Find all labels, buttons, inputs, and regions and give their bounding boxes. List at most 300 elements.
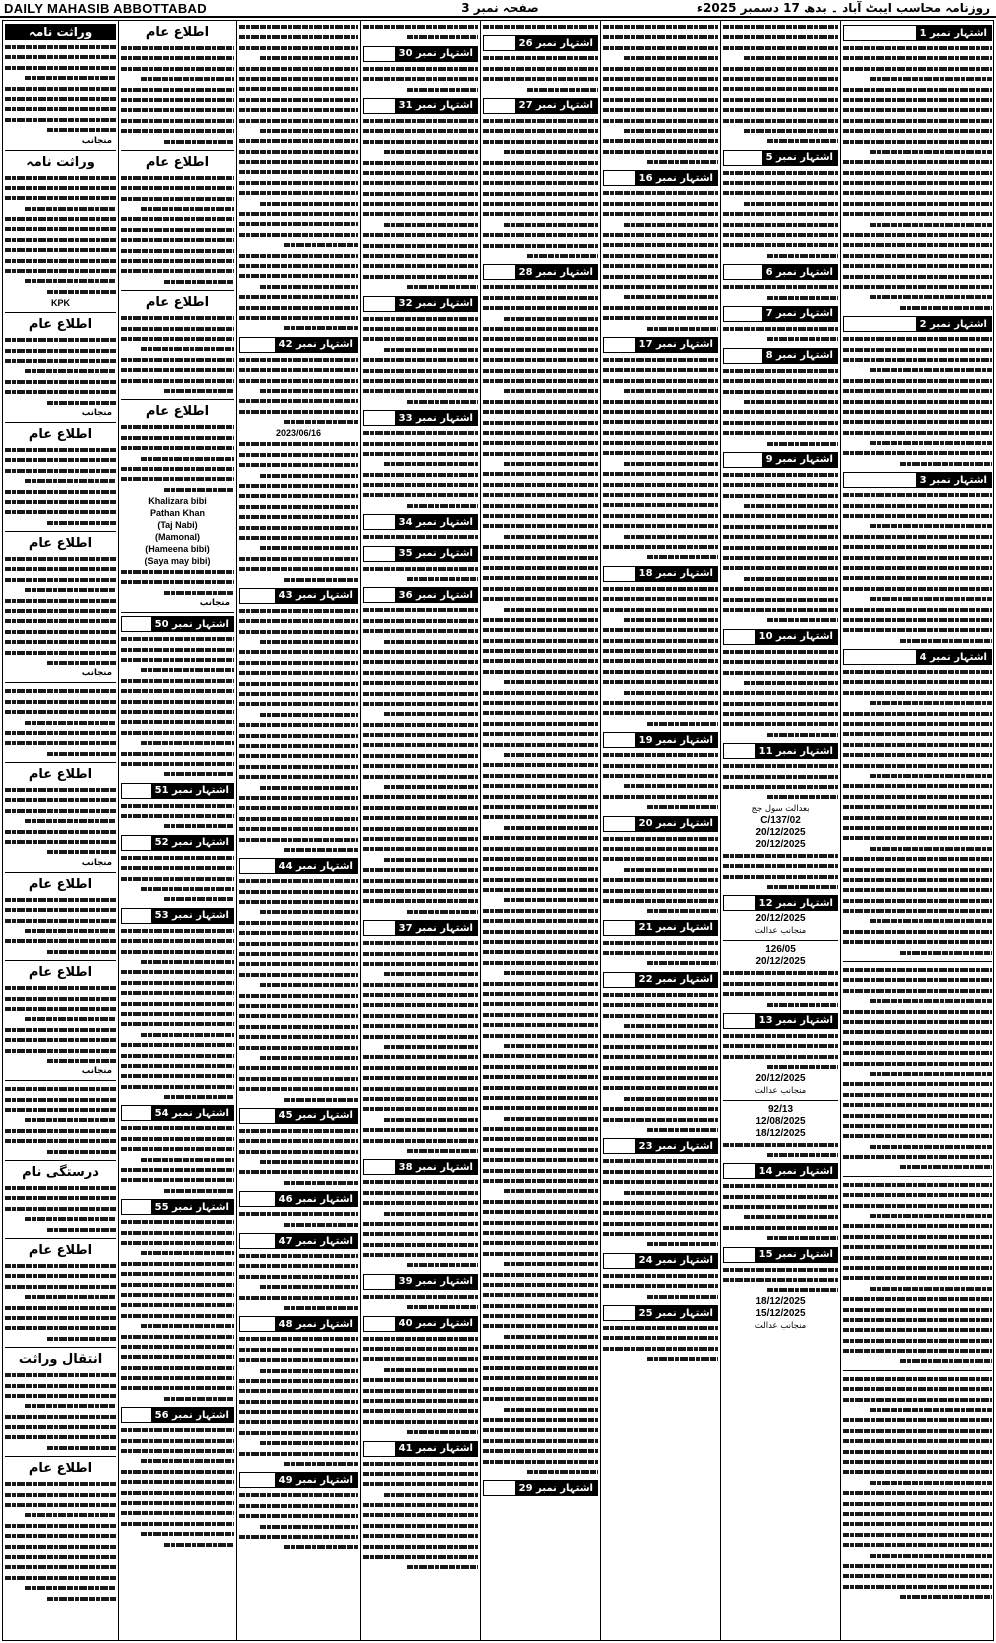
notice-text xyxy=(723,168,838,262)
column-8 xyxy=(840,20,994,1641)
text-line xyxy=(363,22,478,32)
text-line xyxy=(5,847,116,857)
notice-text xyxy=(483,116,598,261)
notice-text xyxy=(603,355,718,563)
heir-name: (Hameena bibi) xyxy=(145,544,210,555)
text-line xyxy=(239,188,358,198)
text-line xyxy=(239,959,358,969)
text-line xyxy=(843,1356,992,1366)
text-line xyxy=(5,287,116,297)
text-line xyxy=(483,854,598,864)
text-line xyxy=(363,230,478,240)
text-line xyxy=(239,689,358,699)
text-line xyxy=(483,1218,598,1228)
signature: منجانب xyxy=(81,135,112,146)
text-line xyxy=(121,1092,234,1102)
text-line xyxy=(363,1000,478,1010)
notice-tag: اشتہار نمبر 2 xyxy=(843,316,992,332)
text-line xyxy=(121,588,234,598)
text-line xyxy=(483,656,598,666)
text-line xyxy=(483,428,598,438)
text-line xyxy=(603,990,718,1000)
text-line xyxy=(843,490,992,500)
text-line xyxy=(239,991,358,1001)
text-line xyxy=(723,470,838,480)
notice-text xyxy=(603,188,718,333)
notice-tag: اشتہار نمبر 18 xyxy=(603,566,718,582)
text-line xyxy=(723,1150,838,1160)
text-line xyxy=(121,1144,234,1154)
text-line xyxy=(121,95,234,105)
text-line xyxy=(121,1383,234,1393)
text-line xyxy=(843,636,992,646)
text-line xyxy=(843,771,992,781)
notice-tag: اشتہار نمبر 39 xyxy=(363,1274,478,1290)
text-line xyxy=(723,220,838,230)
text-line xyxy=(843,1499,992,1509)
notice-text xyxy=(723,470,838,626)
text-line xyxy=(363,740,478,750)
text-line xyxy=(603,667,718,677)
text-line xyxy=(5,1521,116,1531)
text-line xyxy=(843,1540,992,1550)
text-line xyxy=(603,261,718,271)
text-line xyxy=(843,761,992,771)
text-line xyxy=(723,84,838,94)
column-4 xyxy=(360,20,480,1641)
text-line xyxy=(603,126,718,136)
text-line xyxy=(121,1477,234,1487)
text-line xyxy=(603,448,718,458)
text-line xyxy=(483,999,598,1009)
text-line xyxy=(5,837,116,847)
text-line xyxy=(723,979,838,989)
text-line xyxy=(363,1552,478,1562)
text-line xyxy=(5,183,116,193)
text-line xyxy=(363,949,478,959)
hearing-date: 18/12/2025 xyxy=(755,1295,806,1307)
text-line xyxy=(239,1272,358,1282)
text-line xyxy=(483,625,598,635)
text-line xyxy=(483,1062,598,1072)
text-line xyxy=(363,1302,478,1312)
text-line xyxy=(843,1273,992,1283)
text-line xyxy=(239,136,358,146)
text-line xyxy=(121,567,234,577)
notice-text xyxy=(363,1177,478,1271)
text-line xyxy=(363,772,478,782)
text-line xyxy=(5,749,116,759)
text-line xyxy=(363,1042,478,1052)
notice-tag: اشتہار نمبر 3 xyxy=(843,472,992,488)
hearing-date: 18/12/2025 xyxy=(755,1127,806,1139)
text-line xyxy=(363,689,478,699)
text-line xyxy=(121,137,234,147)
text-line xyxy=(723,397,838,407)
text-line xyxy=(363,1250,478,1260)
newspaper-title: DAILY MAHASIB ABBOTTABAD xyxy=(4,1,207,16)
text-line xyxy=(723,1265,838,1275)
text-line xyxy=(5,1432,116,1442)
text-line xyxy=(239,303,358,313)
text-line xyxy=(239,1522,358,1532)
text-line xyxy=(843,532,992,542)
text-line xyxy=(603,511,718,521)
text-line xyxy=(363,803,478,813)
text-line xyxy=(5,658,116,668)
text-line xyxy=(363,813,478,823)
text-line xyxy=(121,728,234,738)
text-line xyxy=(603,1208,718,1218)
text-line xyxy=(483,532,598,542)
notice-tag: اشتہار نمبر 36 xyxy=(363,587,478,603)
heir-name: Pathan Khan xyxy=(149,508,205,519)
text-line xyxy=(723,1212,838,1222)
text-line xyxy=(239,845,358,855)
text-line xyxy=(5,276,116,286)
text-line xyxy=(5,94,116,104)
text-line xyxy=(121,74,234,84)
notice-text xyxy=(5,335,116,408)
text-line xyxy=(239,167,358,177)
text-line xyxy=(239,575,358,585)
text-line xyxy=(603,199,718,209)
text-line xyxy=(121,324,234,334)
text-line xyxy=(239,762,358,772)
text-line xyxy=(363,886,478,896)
text-line xyxy=(121,1040,234,1050)
text-line xyxy=(239,126,358,136)
notice-text xyxy=(723,282,838,303)
notice-tag: اشتہار نمبر 22 xyxy=(603,972,718,988)
text-line xyxy=(5,1136,116,1146)
text-line xyxy=(843,1142,992,1152)
notice-text xyxy=(603,938,718,969)
section-heading: اطلاع عام xyxy=(145,154,210,170)
text-line xyxy=(483,1249,598,1259)
region-label: KPK xyxy=(50,298,70,309)
text-line xyxy=(363,865,478,875)
text-line xyxy=(121,1134,234,1144)
text-line xyxy=(843,1121,992,1131)
text-line xyxy=(723,511,838,521)
text-line xyxy=(843,1221,992,1231)
text-line xyxy=(483,334,598,344)
notice-text xyxy=(121,173,234,287)
text-line xyxy=(723,615,838,625)
text-line xyxy=(363,1219,478,1229)
text-line xyxy=(239,1147,358,1157)
text-line xyxy=(843,428,992,438)
text-line xyxy=(363,1115,478,1125)
notice-text xyxy=(121,926,234,1103)
notice-tag: اشتہار نمبر 48 xyxy=(239,1316,358,1332)
text-line xyxy=(483,688,598,698)
text-line xyxy=(603,1083,718,1093)
text-line xyxy=(239,783,358,793)
text-line xyxy=(363,147,478,157)
text-line xyxy=(5,1479,116,1489)
notice-tag: اشتہار نمبر 56 xyxy=(121,1407,234,1423)
text-line xyxy=(5,816,116,826)
text-line xyxy=(363,272,478,282)
text-line xyxy=(603,53,718,63)
text-line xyxy=(483,958,598,968)
text-line xyxy=(483,1093,598,1103)
notice-tag: اشتہار نمبر 27 xyxy=(483,98,598,114)
text-line xyxy=(723,199,838,209)
text-line xyxy=(121,811,234,821)
text-line xyxy=(239,1459,358,1469)
notice-text xyxy=(723,1031,838,1073)
text-line xyxy=(5,1261,116,1271)
text-line xyxy=(121,64,234,74)
text-line xyxy=(121,884,234,894)
section-heading: اطلاع عام xyxy=(28,1242,93,1258)
text-line xyxy=(121,1155,234,1165)
text-line xyxy=(5,1046,116,1056)
text-line xyxy=(363,1542,478,1552)
text-line xyxy=(5,554,116,564)
text-line xyxy=(723,968,838,978)
text-line xyxy=(603,625,718,635)
text-line xyxy=(5,1214,116,1224)
text-line xyxy=(239,32,358,42)
text-line xyxy=(603,1031,718,1041)
text-line xyxy=(483,1467,598,1477)
text-line xyxy=(843,240,992,250)
text-line xyxy=(843,1582,992,1592)
text-line xyxy=(723,688,838,698)
text-line xyxy=(723,1062,838,1072)
text-line xyxy=(239,533,358,543)
text-line xyxy=(239,1449,358,1459)
text-line xyxy=(239,53,358,63)
text-line xyxy=(843,386,992,396)
text-line xyxy=(5,627,116,637)
text-line xyxy=(239,939,358,949)
text-line xyxy=(603,1156,718,1166)
text-line xyxy=(121,978,234,988)
text-line xyxy=(363,1510,478,1520)
text-line xyxy=(121,697,234,707)
notice-text xyxy=(239,439,358,584)
text-line xyxy=(5,377,116,387)
text-line xyxy=(5,728,116,738)
text-line xyxy=(121,853,234,863)
text-line xyxy=(363,314,478,324)
text-line xyxy=(843,885,992,895)
text-line xyxy=(239,386,358,396)
text-line xyxy=(483,1051,598,1061)
text-line xyxy=(723,22,838,32)
text-line xyxy=(239,240,358,250)
notice-text xyxy=(5,1479,116,1604)
text-line xyxy=(5,193,116,203)
text-line xyxy=(723,168,838,178)
hearing-date: 20/12/2025 xyxy=(755,913,806,925)
text-line xyxy=(603,750,718,760)
text-line xyxy=(239,1293,358,1303)
notice-tag: اشتہار نمبر 6 xyxy=(723,264,838,280)
text-line xyxy=(483,1332,598,1342)
notice-tag: اشتہار نمبر 37 xyxy=(363,920,478,936)
text-line xyxy=(121,1373,234,1383)
text-line xyxy=(603,469,718,479)
text-line xyxy=(843,116,992,126)
text-line xyxy=(483,708,598,718)
text-line xyxy=(239,699,358,709)
text-line xyxy=(843,43,992,53)
text-line xyxy=(5,936,116,946)
text-line xyxy=(483,812,598,822)
text-line xyxy=(239,491,358,501)
text-line xyxy=(239,980,358,990)
notice-text xyxy=(363,1334,478,1438)
text-line xyxy=(121,645,234,655)
text-line xyxy=(843,74,992,84)
text-line xyxy=(723,553,838,563)
text-line xyxy=(483,230,598,240)
text-line xyxy=(483,303,598,313)
section-heading: اطلاع عام xyxy=(145,404,210,420)
text-line xyxy=(483,251,598,261)
text-line xyxy=(5,1381,116,1391)
notice-text xyxy=(363,428,478,511)
text-line xyxy=(603,459,718,469)
text-line xyxy=(121,738,234,748)
notice-text xyxy=(723,851,838,893)
text-line xyxy=(363,1104,478,1114)
text-line xyxy=(843,948,992,958)
notice-text xyxy=(121,567,234,598)
text-line xyxy=(239,897,358,907)
text-line xyxy=(239,1366,358,1376)
text-line xyxy=(121,1217,234,1227)
text-line xyxy=(239,512,358,522)
text-line xyxy=(483,209,598,219)
text-line xyxy=(723,334,838,344)
text-line xyxy=(603,594,718,604)
text-line xyxy=(239,1438,358,1448)
text-line xyxy=(239,219,358,229)
text-line xyxy=(723,439,838,449)
text-line xyxy=(603,1333,718,1343)
text-line xyxy=(5,1115,116,1125)
text-line xyxy=(843,251,992,261)
text-line xyxy=(483,1145,598,1155)
text-line xyxy=(239,230,358,240)
text-line xyxy=(603,1323,718,1333)
text-line xyxy=(483,459,598,469)
text-line xyxy=(5,204,116,214)
text-line xyxy=(723,178,838,188)
text-line xyxy=(239,481,358,491)
text-line xyxy=(121,474,234,484)
text-line xyxy=(239,1428,358,1438)
text-line xyxy=(843,1253,992,1263)
notice-text xyxy=(603,834,718,917)
text-line xyxy=(483,1083,598,1093)
text-line xyxy=(483,947,598,957)
court-notice: بعدالت سول جج 137/02/C 20/12/2025 20/12/2025 xyxy=(723,803,838,851)
text-line xyxy=(843,865,992,875)
text-line xyxy=(603,303,718,313)
text-line xyxy=(483,542,598,552)
text-line xyxy=(483,1155,598,1165)
section-heading: اطلاع عام xyxy=(28,426,93,442)
text-line xyxy=(239,439,358,449)
notice-text xyxy=(843,965,992,1173)
notice-text xyxy=(239,1334,358,1469)
text-line xyxy=(5,795,116,805)
text-line xyxy=(483,1238,598,1248)
text-line xyxy=(603,1000,718,1010)
text-line xyxy=(121,313,234,323)
text-line xyxy=(121,355,234,365)
text-line xyxy=(843,667,992,677)
text-line xyxy=(121,1456,234,1466)
text-line xyxy=(843,137,992,147)
text-line xyxy=(239,64,358,74)
text-line xyxy=(483,1373,598,1383)
notice-text xyxy=(363,1459,478,1573)
text-line xyxy=(483,1425,598,1435)
text-line xyxy=(483,750,598,760)
case-number: 92/13 xyxy=(767,1103,794,1115)
text-line xyxy=(5,235,116,245)
text-line xyxy=(603,865,718,875)
text-line xyxy=(723,64,838,74)
text-line xyxy=(483,1124,598,1134)
text-line xyxy=(363,178,478,188)
text-line xyxy=(121,1529,234,1539)
text-line xyxy=(239,251,358,261)
text-line xyxy=(5,1225,116,1235)
text-line xyxy=(121,1540,234,1550)
text-line xyxy=(239,616,358,626)
text-line xyxy=(121,634,234,644)
notice-tag: اشتہار نمبر 5 xyxy=(723,150,838,166)
page-number: صفحہ نمبر 3 xyxy=(461,1,539,15)
text-line xyxy=(121,1238,234,1248)
text-line xyxy=(723,709,838,719)
notice-text xyxy=(723,324,838,345)
case-number: 126/05 xyxy=(765,944,796,956)
text-line xyxy=(483,1436,598,1446)
text-line xyxy=(843,1152,992,1162)
text-line xyxy=(121,464,234,474)
text-line xyxy=(5,1323,116,1333)
text-line xyxy=(239,1074,358,1084)
text-line xyxy=(5,994,116,1004)
text-line xyxy=(843,1336,992,1346)
text-line xyxy=(121,256,234,266)
text-line xyxy=(843,1384,992,1394)
text-line xyxy=(363,116,478,126)
text-line xyxy=(5,1313,116,1323)
text-line xyxy=(483,1394,598,1404)
text-line xyxy=(121,1061,234,1071)
notice-tag: اشتہار نمبر 35 xyxy=(363,546,478,562)
text-line xyxy=(363,1406,478,1416)
text-line xyxy=(843,823,992,833)
text-line xyxy=(121,957,234,967)
text-line xyxy=(843,1242,992,1252)
text-line xyxy=(121,1363,234,1373)
text-line xyxy=(363,876,478,886)
text-line xyxy=(483,1415,598,1425)
